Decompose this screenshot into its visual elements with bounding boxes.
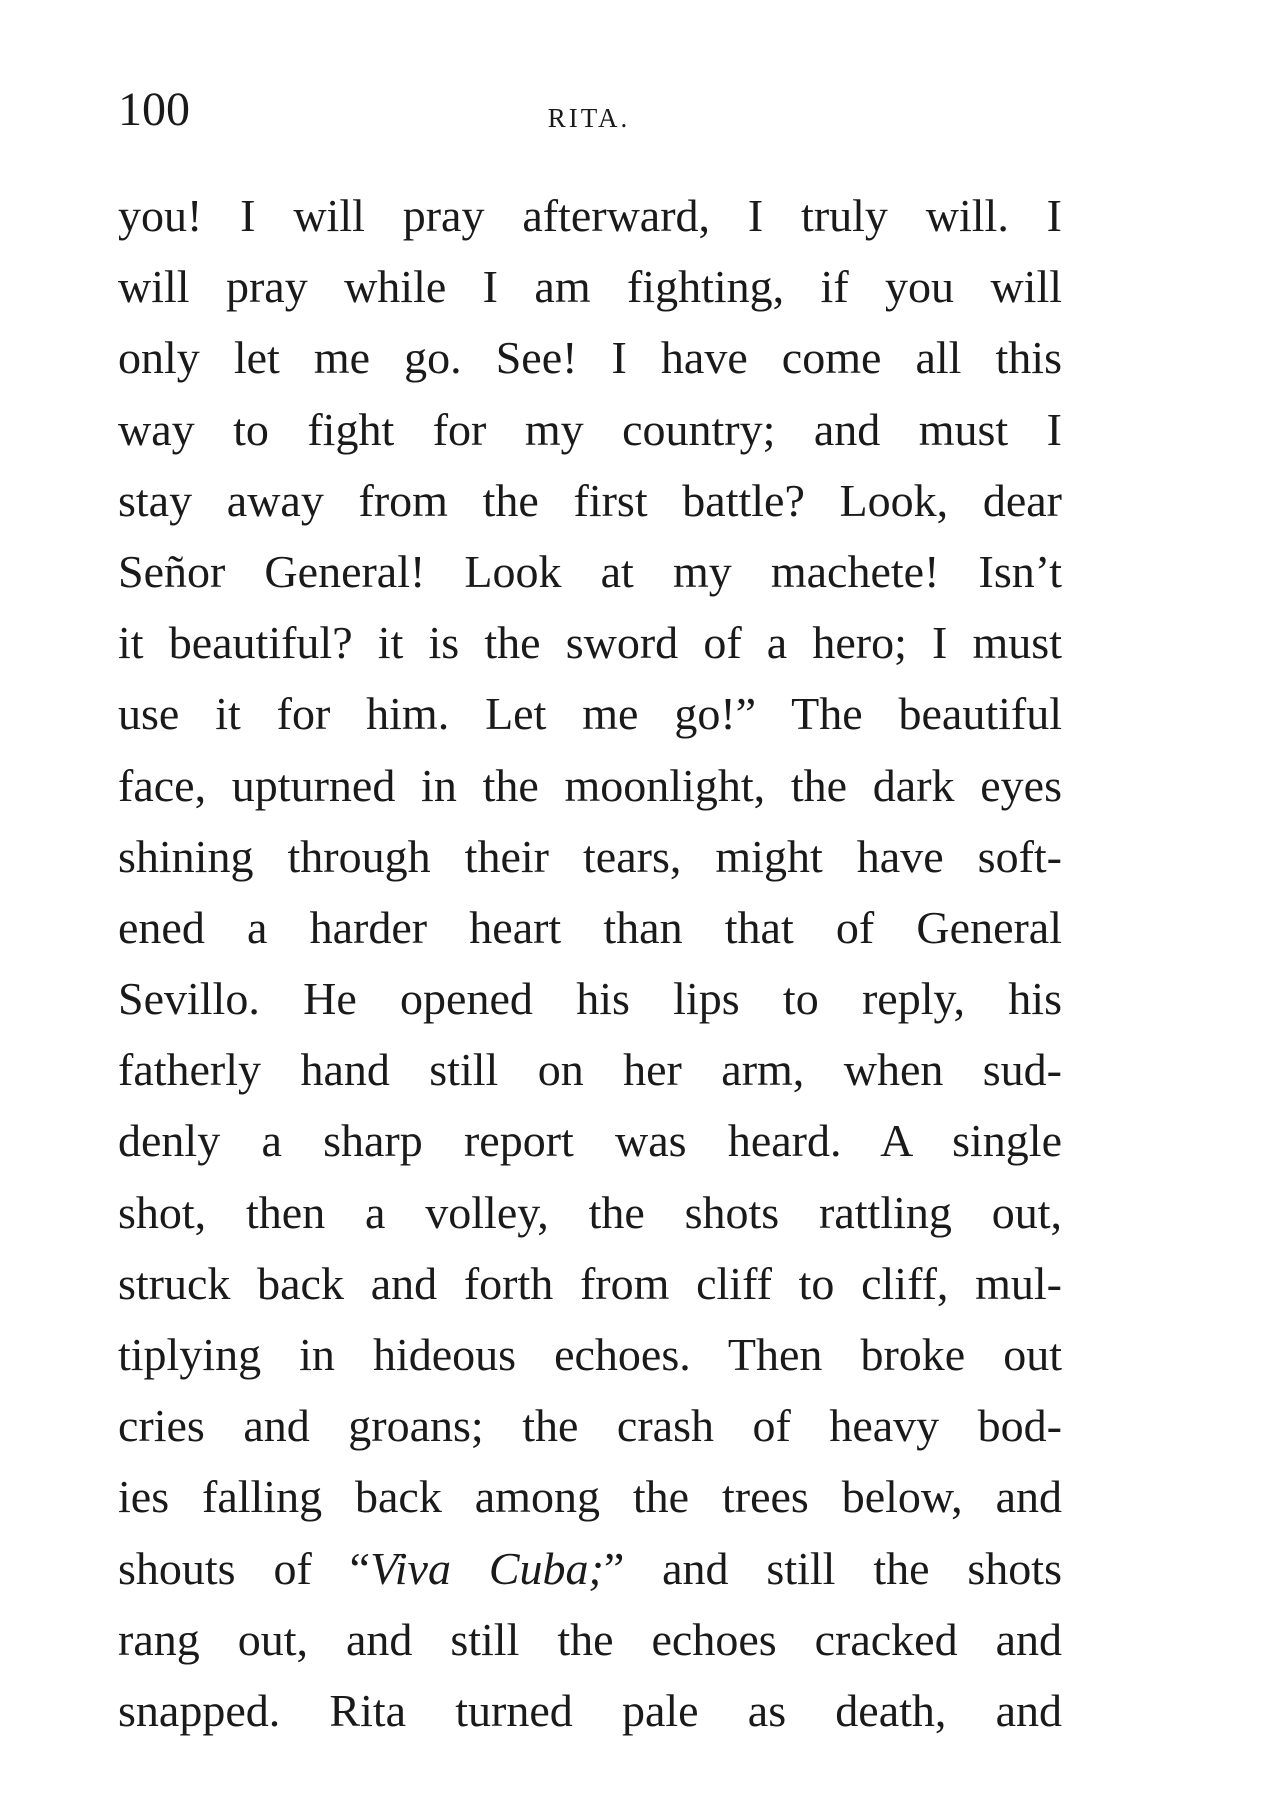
text-line: use it for him. Let me go!” The beautiful [118,688,1062,740]
text-line: only let me go. See! I have come all this [118,332,1062,384]
text-line: Señor General! Look at my machete! Isn’t [118,545,1062,597]
text-line: rang out, and still the echoes cracked and [118,1613,1062,1665]
running-title: RITA. [547,103,631,133]
text-line: cries and groans; the crash of heavy bod- [118,1400,1062,1452]
text-line: ies falling back among the trees below, and [118,1471,1062,1523]
text-line: you! I will pray afterward, I truly will. I [118,190,1062,241]
running-head [118,80,1060,140]
text-line-with-italic [118,1533,1062,1604]
text-line: snapped. Rita turned pale as death, and [118,1684,1062,1736]
text-line: ened a harder heart than that of General [118,901,1062,953]
body-text [118,180,1062,1746]
text-line: it beautiful? it is the sword of a hero; I must [118,617,1062,669]
text-line: way to fight for my country; and must I [118,403,1062,455]
text-line: stay away from the first battle? Look, dear [118,474,1062,526]
text-line: face, upturned in the moonlight, the dark eyes [118,759,1062,811]
text-line: tiplying in hideous echoes. Then broke out [118,1329,1062,1380]
text-line: shot, then a volley, the shots rattling out, [118,1186,1062,1238]
text-line: shining through their tears, might have soft- [118,830,1062,882]
text-line: struck back and forth from cliff to cliff, mul- [118,1257,1062,1309]
page-number: 100 [118,83,190,136]
text-line: will pray while I am fighting, if you will [118,261,1062,313]
text-line: Sevillo. He opened his lips to reply, his [118,973,1062,1025]
text-line: fatherly hand still on her arm, when sud- [118,1044,1062,1096]
text-segment: shouts of “ [118,1542,371,1594]
text-line: denly a sharp report was heard. A single [118,1115,1062,1167]
text-segment: ” and still the shots [603,1542,1062,1594]
italic-phrase: Viva Cuba; [370,1542,604,1594]
